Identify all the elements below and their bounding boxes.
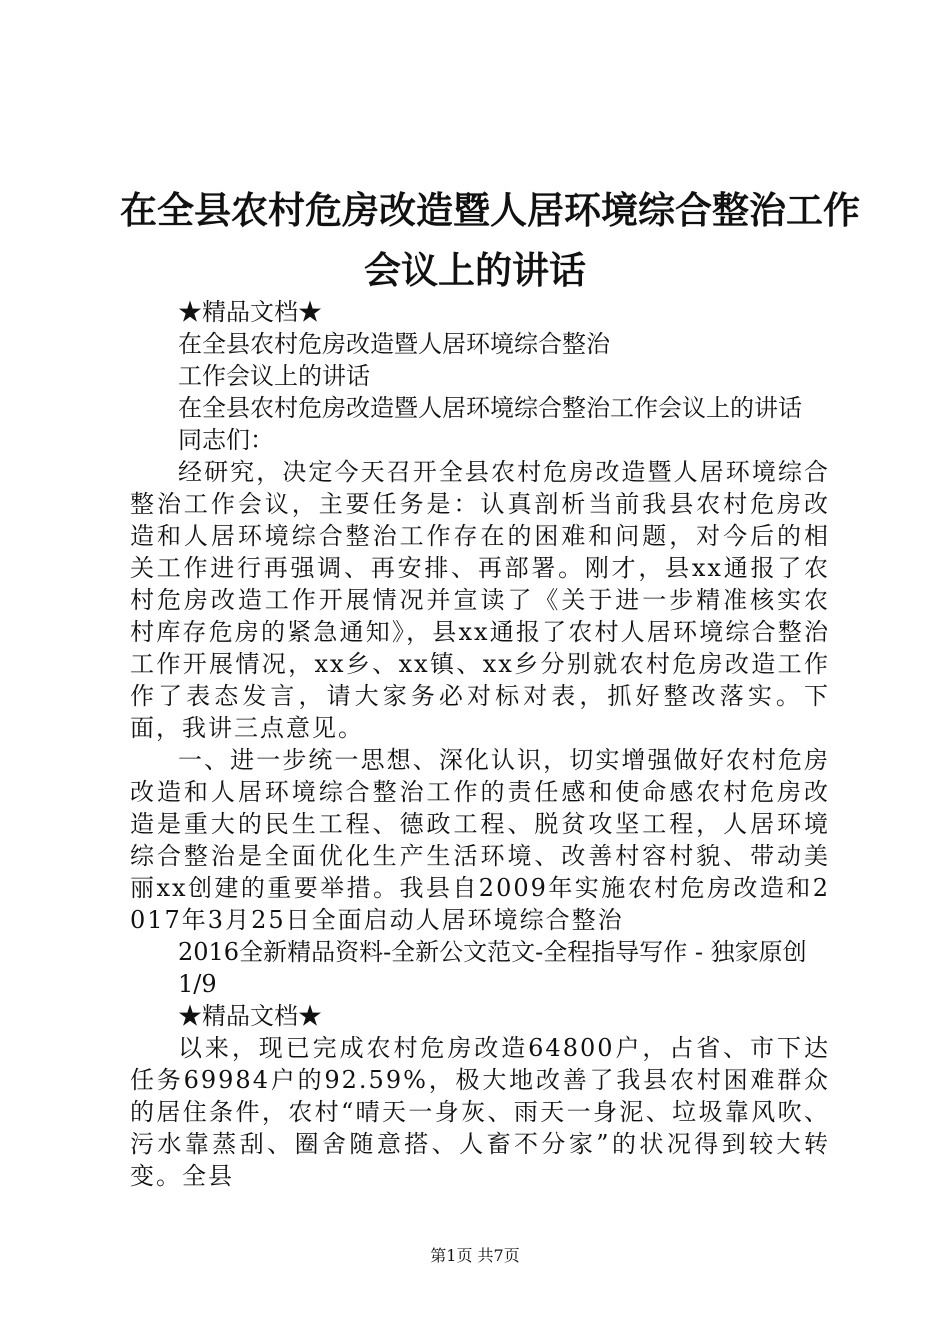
page-fraction: 1/9	[178, 970, 217, 998]
subtitle-line-1: 在全县农村危房改造暨人居环境综合整治	[178, 330, 610, 358]
salutation: 同志们：	[178, 426, 274, 454]
doc-header-mark: ★精品文档★	[178, 1002, 322, 1030]
promo-line: 2016全新精品资料-全新公文范文-全程指导写作 - 独家原创	[178, 938, 807, 966]
doc-header-mark: ★精品文档★	[178, 298, 322, 326]
document-title-line-2: 会议上的讲话	[364, 249, 586, 292]
body-paragraph: 经研究，决定今天召开全县农村危房改造暨人居环境综合整治工作会议，主要任务是：认真剖析当前我县农村危房改造和人居环境综合整治工作存在的困难和问题，对今后的相关工作进行再强调、再安排、再部署。刚才，县xx通报了农村危房改造工作开展情况并宣读了《关于进一步精准核实农村库存危房的紧急通知》，县xx通报了农村人居环境综合整治工作开展情况，xx乡、xx镇、xx乡分别就农村危房改造工作作了表态发言，请大家务必对标对表，抓好整改落实。下面，我讲三点意见。	[130, 458, 830, 742]
body-paragraph: 以来，现已完成农村危房改造64800户，占省、市下达任务69984户的92.59%，极大地改善了我县农村困难群众的居住条件，农村“晴天一身灰、雨天一身泥、垃圾靠风吹、污水靠蒸刮、圈舍随意搭、人畜不分家”的状况得到较大转变。全县	[130, 1034, 830, 1190]
document-body	[130, 296, 830, 1192]
speech-title-paragraph: 在全县农村危房改造暨人居环境综合整治工作会议上的讲话	[178, 394, 802, 422]
page-footer: 第1页 共7页	[430, 1246, 520, 1265]
subtitle-line-2: 工作会议上的讲话	[178, 362, 370, 390]
body-paragraph: 一、进一步统一思想、深化认识，切实增强做好农村危房改造和人居环境综合整治工作的责任感和使命感农村危房改造是重大的民生工程、德政工程、脱贫攻坚工程，人居环境综合整治是全面优化生产生活环境、改善村容村貌、带动美丽xx创建的重要举措。我县自2009年实施农村危房改造和2017年3月25日全面启动人居环境综合整治	[130, 746, 830, 934]
document-title-line-1: 在全县农村危房改造暨人居环境综合整治工作	[120, 189, 860, 232]
